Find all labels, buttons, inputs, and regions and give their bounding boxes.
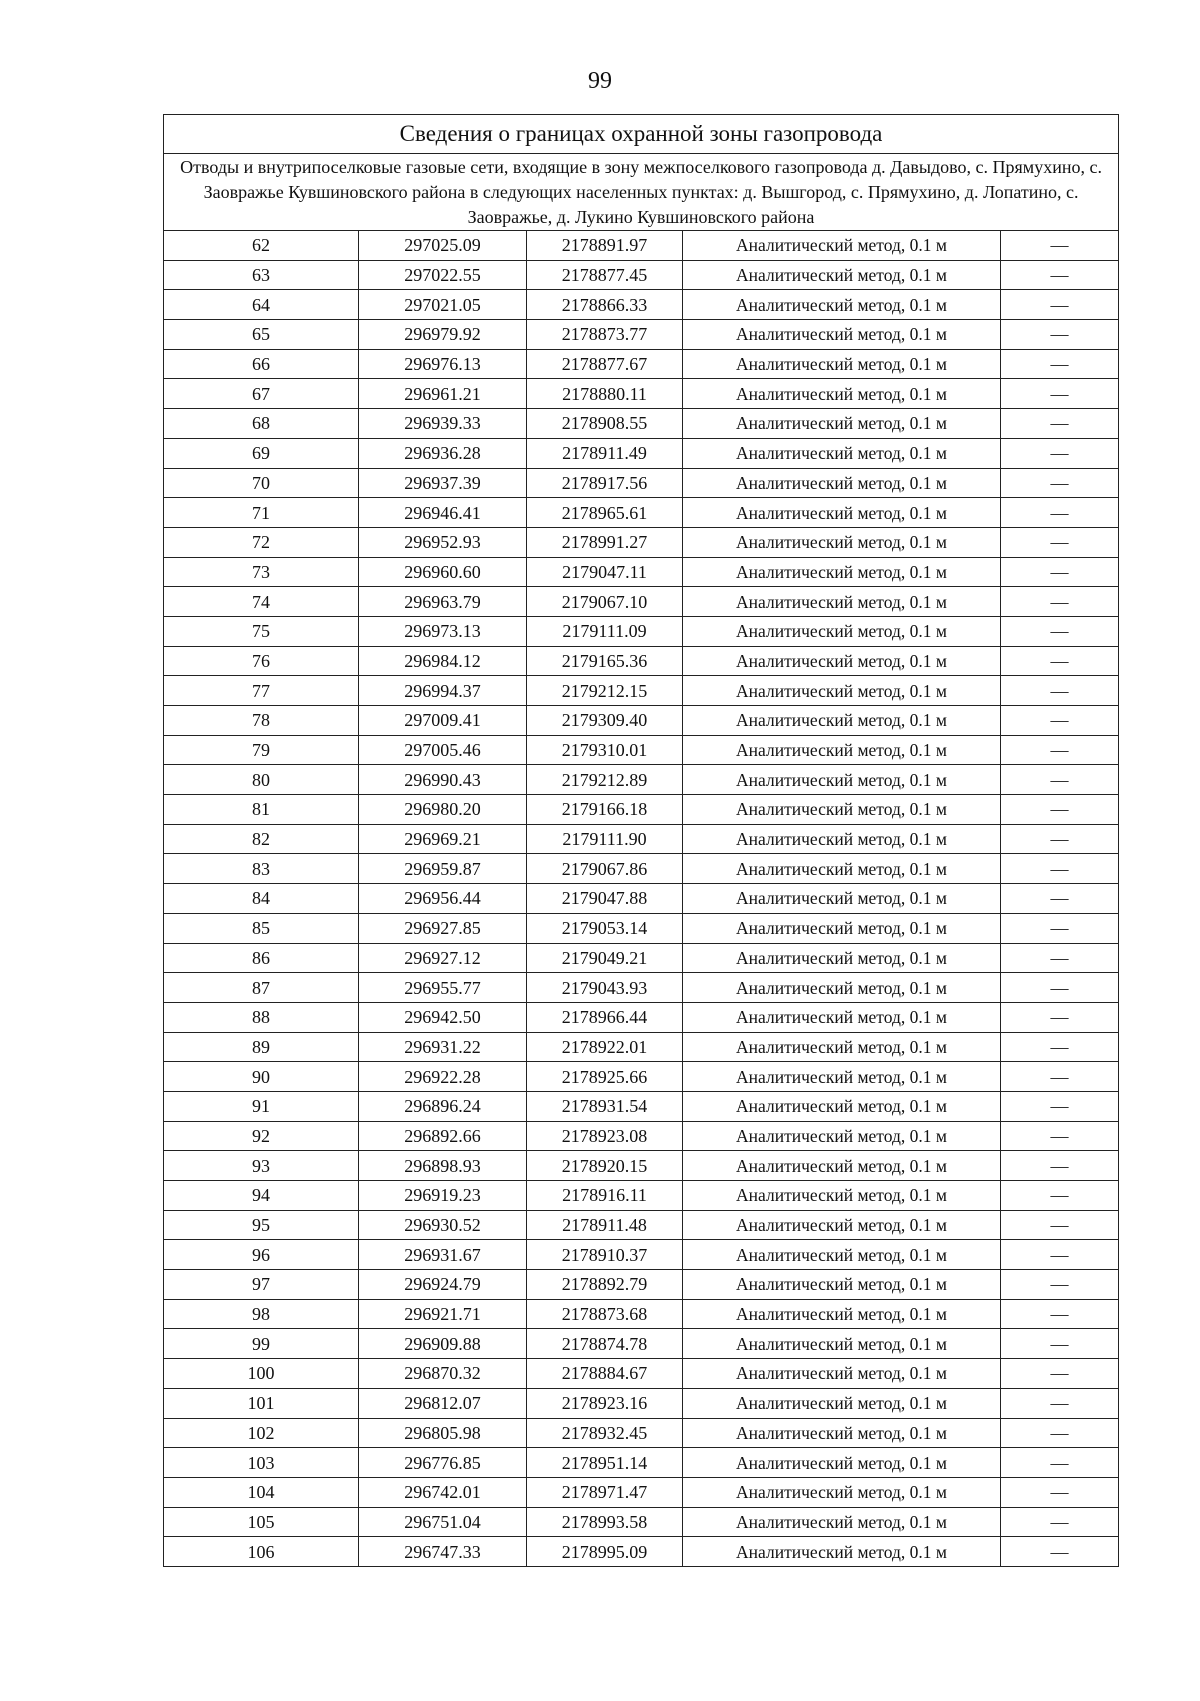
table-title-row — [164, 115, 1119, 154]
note-cell: — — [1001, 1091, 1119, 1121]
y-coordinate-cell: 2178892.79 — [527, 1270, 683, 1300]
point-number-cell: 74 — [164, 587, 359, 617]
y-coordinate-cell: 2179047.11 — [527, 557, 683, 587]
x-coordinate-cell: 296751.04 — [359, 1507, 527, 1537]
y-coordinate-cell: 2178991.27 — [527, 527, 683, 557]
note-cell: — — [1001, 735, 1119, 765]
note-cell: — — [1001, 616, 1119, 646]
note-cell: — — [1001, 676, 1119, 706]
note-cell: — — [1001, 1151, 1119, 1181]
x-coordinate-cell: 296961.21 — [359, 379, 527, 409]
point-number-cell: 83 — [164, 854, 359, 884]
y-coordinate-cell: 2179067.10 — [527, 587, 683, 617]
note-cell: — — [1001, 1418, 1119, 1448]
method-cell: Аналитический метод, 0.1 м — [683, 349, 1001, 379]
method-cell: Аналитический метод, 0.1 м — [683, 1537, 1001, 1567]
x-coordinate-cell: 297009.41 — [359, 706, 527, 736]
method-cell: Аналитический метод, 0.1 м — [683, 646, 1001, 676]
point-number-cell: 104 — [164, 1477, 359, 1507]
table-title: Сведения о границах охранной зоны газопровода — [164, 115, 1119, 154]
table-row — [164, 498, 1119, 528]
x-coordinate-cell: 296956.44 — [359, 884, 527, 914]
y-coordinate-cell: 2178916.11 — [527, 1181, 683, 1211]
table-row — [164, 676, 1119, 706]
method-cell: Аналитический метод, 0.1 м — [683, 735, 1001, 765]
y-coordinate-cell: 2179212.15 — [527, 676, 683, 706]
method-cell: Аналитический метод, 0.1 м — [683, 706, 1001, 736]
table-row — [164, 379, 1119, 409]
note-cell: — — [1001, 943, 1119, 973]
note-cell: — — [1001, 1359, 1119, 1389]
x-coordinate-cell: 296922.28 — [359, 1062, 527, 1092]
method-cell: Аналитический метод, 0.1 м — [683, 1359, 1001, 1389]
method-cell: Аналитический метод, 0.1 м — [683, 1329, 1001, 1359]
x-coordinate-cell: 296959.87 — [359, 854, 527, 884]
x-coordinate-cell: 296960.60 — [359, 557, 527, 587]
point-number-cell: 66 — [164, 349, 359, 379]
x-coordinate-cell: 296742.01 — [359, 1477, 527, 1507]
note-cell: — — [1001, 260, 1119, 290]
x-coordinate-cell: 296942.50 — [359, 1002, 527, 1032]
note-cell: — — [1001, 438, 1119, 468]
method-cell: Аналитический метод, 0.1 м — [683, 854, 1001, 884]
table-row — [164, 1181, 1119, 1211]
note-cell: — — [1001, 765, 1119, 795]
table-row — [164, 260, 1119, 290]
note-cell: — — [1001, 349, 1119, 379]
y-coordinate-cell: 2178923.16 — [527, 1388, 683, 1418]
y-coordinate-cell: 2178877.45 — [527, 260, 683, 290]
point-number-cell: 77 — [164, 676, 359, 706]
method-cell: Аналитический метод, 0.1 м — [683, 884, 1001, 914]
method-cell: Аналитический метод, 0.1 м — [683, 527, 1001, 557]
point-number-cell: 91 — [164, 1091, 359, 1121]
table-row — [164, 1151, 1119, 1181]
y-coordinate-cell: 2178925.66 — [527, 1062, 683, 1092]
note-cell: — — [1001, 409, 1119, 439]
note-cell: — — [1001, 854, 1119, 884]
x-coordinate-cell: 296939.33 — [359, 409, 527, 439]
method-cell: Аналитический метод, 0.1 м — [683, 824, 1001, 854]
x-coordinate-cell: 297005.46 — [359, 735, 527, 765]
table-row — [164, 557, 1119, 587]
table-row — [164, 616, 1119, 646]
point-number-cell: 87 — [164, 973, 359, 1003]
method-cell: Аналитический метод, 0.1 м — [683, 379, 1001, 409]
method-cell: Аналитический метод, 0.1 м — [683, 1270, 1001, 1300]
point-number-cell: 102 — [164, 1418, 359, 1448]
y-coordinate-cell: 2178873.77 — [527, 320, 683, 350]
table-body — [164, 115, 1119, 1567]
point-number-cell: 96 — [164, 1240, 359, 1270]
note-cell: — — [1001, 913, 1119, 943]
method-cell: Аналитический метод, 0.1 м — [683, 1477, 1001, 1507]
y-coordinate-cell: 2179111.09 — [527, 616, 683, 646]
method-cell: Аналитический метод, 0.1 м — [683, 1240, 1001, 1270]
note-cell: — — [1001, 498, 1119, 528]
point-number-cell: 81 — [164, 795, 359, 825]
y-coordinate-cell: 2178911.49 — [527, 438, 683, 468]
y-coordinate-cell: 2178931.54 — [527, 1091, 683, 1121]
x-coordinate-cell: 296930.52 — [359, 1210, 527, 1240]
table-row — [164, 290, 1119, 320]
x-coordinate-cell: 296952.93 — [359, 527, 527, 557]
note-cell: — — [1001, 1121, 1119, 1151]
table-row — [164, 1062, 1119, 1092]
point-number-cell: 71 — [164, 498, 359, 528]
point-number-cell: 106 — [164, 1537, 359, 1567]
y-coordinate-cell: 2178908.55 — [527, 409, 683, 439]
x-coordinate-cell: 296931.22 — [359, 1032, 527, 1062]
point-number-cell: 68 — [164, 409, 359, 439]
point-number-cell: 79 — [164, 735, 359, 765]
x-coordinate-cell: 296924.79 — [359, 1270, 527, 1300]
y-coordinate-cell: 2178922.01 — [527, 1032, 683, 1062]
x-coordinate-cell: 297025.09 — [359, 231, 527, 261]
note-cell: — — [1001, 1240, 1119, 1270]
table-subtitle: Отводы и внутрипоселковые газовые сети, входящие в зону межпоселкового газопровода д. Давыдово, с. Прямухино, с. Заовражье Кувшиновского района в следующих населенных пунктах: д. Вышгород, с. Прямухино, д. Лопатино, с. Заовражье, д. Лукино Кувшиновского района — [164, 154, 1119, 231]
point-number-cell: 93 — [164, 1151, 359, 1181]
method-cell: Аналитический метод, 0.1 м — [683, 1210, 1001, 1240]
note-cell: — — [1001, 1507, 1119, 1537]
y-coordinate-cell: 2179111.90 — [527, 824, 683, 854]
table-row — [164, 1507, 1119, 1537]
x-coordinate-cell: 296805.98 — [359, 1418, 527, 1448]
point-number-cell: 67 — [164, 379, 359, 409]
point-number-cell: 92 — [164, 1121, 359, 1151]
y-coordinate-cell: 2178880.11 — [527, 379, 683, 409]
note-cell: — — [1001, 1062, 1119, 1092]
note-cell: — — [1001, 1032, 1119, 1062]
y-coordinate-cell: 2178971.47 — [527, 1477, 683, 1507]
y-coordinate-cell: 2178923.08 — [527, 1121, 683, 1151]
method-cell: Аналитический метод, 0.1 м — [683, 1151, 1001, 1181]
x-coordinate-cell: 296990.43 — [359, 765, 527, 795]
method-cell: Аналитический метод, 0.1 м — [683, 1448, 1001, 1478]
point-number-cell: 86 — [164, 943, 359, 973]
x-coordinate-cell: 296980.20 — [359, 795, 527, 825]
point-number-cell: 95 — [164, 1210, 359, 1240]
table-row — [164, 884, 1119, 914]
note-cell: — — [1001, 973, 1119, 1003]
x-coordinate-cell: 296812.07 — [359, 1388, 527, 1418]
method-cell: Аналитический метод, 0.1 м — [683, 1507, 1001, 1537]
y-coordinate-cell: 2178866.33 — [527, 290, 683, 320]
y-coordinate-cell: 2178874.78 — [527, 1329, 683, 1359]
x-coordinate-cell: 296892.66 — [359, 1121, 527, 1151]
note-cell: — — [1001, 646, 1119, 676]
point-number-cell: 82 — [164, 824, 359, 854]
y-coordinate-cell: 2178993.58 — [527, 1507, 683, 1537]
note-cell: — — [1001, 320, 1119, 350]
x-coordinate-cell: 296896.24 — [359, 1091, 527, 1121]
x-coordinate-cell: 297022.55 — [359, 260, 527, 290]
y-coordinate-cell: 2178884.67 — [527, 1359, 683, 1389]
y-coordinate-cell: 2179212.89 — [527, 765, 683, 795]
table-subtitle-row — [164, 154, 1119, 231]
point-number-cell: 65 — [164, 320, 359, 350]
point-number-cell: 99 — [164, 1329, 359, 1359]
y-coordinate-cell: 2179166.18 — [527, 795, 683, 825]
x-coordinate-cell: 296973.13 — [359, 616, 527, 646]
note-cell: — — [1001, 1388, 1119, 1418]
y-coordinate-cell: 2178966.44 — [527, 1002, 683, 1032]
method-cell: Аналитический метод, 0.1 м — [683, 1032, 1001, 1062]
method-cell: Аналитический метод, 0.1 м — [683, 943, 1001, 973]
note-cell: — — [1001, 1181, 1119, 1211]
y-coordinate-cell: 2178917.56 — [527, 468, 683, 498]
method-cell: Аналитический метод, 0.1 м — [683, 260, 1001, 290]
note-cell: — — [1001, 1270, 1119, 1300]
y-coordinate-cell: 2179310.01 — [527, 735, 683, 765]
point-number-cell: 80 — [164, 765, 359, 795]
x-coordinate-cell: 296909.88 — [359, 1329, 527, 1359]
y-coordinate-cell: 2178873.68 — [527, 1299, 683, 1329]
table-row — [164, 1091, 1119, 1121]
note-cell: — — [1001, 884, 1119, 914]
point-number-cell: 100 — [164, 1359, 359, 1389]
x-coordinate-cell: 296927.12 — [359, 943, 527, 973]
x-coordinate-cell: 296776.85 — [359, 1448, 527, 1478]
x-coordinate-cell: 296927.85 — [359, 913, 527, 943]
x-coordinate-cell: 296921.71 — [359, 1299, 527, 1329]
note-cell: — — [1001, 290, 1119, 320]
x-coordinate-cell: 296994.37 — [359, 676, 527, 706]
note-cell: — — [1001, 1329, 1119, 1359]
method-cell: Аналитический метод, 0.1 м — [683, 1418, 1001, 1448]
table-row — [164, 795, 1119, 825]
y-coordinate-cell: 2179043.93 — [527, 973, 683, 1003]
table-row — [164, 1032, 1119, 1062]
method-cell: Аналитический метод, 0.1 м — [683, 1388, 1001, 1418]
y-coordinate-cell: 2178920.15 — [527, 1151, 683, 1181]
note-cell: — — [1001, 231, 1119, 261]
method-cell: Аналитический метод, 0.1 м — [683, 1299, 1001, 1329]
note-cell: — — [1001, 1448, 1119, 1478]
y-coordinate-cell: 2178951.14 — [527, 1448, 683, 1478]
point-number-cell: 105 — [164, 1507, 359, 1537]
table-row — [164, 1121, 1119, 1151]
table-row — [164, 1210, 1119, 1240]
table-row — [164, 349, 1119, 379]
point-number-cell: 63 — [164, 260, 359, 290]
table-row — [164, 1388, 1119, 1418]
y-coordinate-cell: 2179053.14 — [527, 913, 683, 943]
note-cell: — — [1001, 1299, 1119, 1329]
x-coordinate-cell: 296946.41 — [359, 498, 527, 528]
method-cell: Аналитический метод, 0.1 м — [683, 498, 1001, 528]
note-cell: — — [1001, 468, 1119, 498]
method-cell: Аналитический метод, 0.1 м — [683, 616, 1001, 646]
y-coordinate-cell: 2178995.09 — [527, 1537, 683, 1567]
note-cell: — — [1001, 1002, 1119, 1032]
point-number-cell: 75 — [164, 616, 359, 646]
x-coordinate-cell: 297021.05 — [359, 290, 527, 320]
table-row — [164, 1329, 1119, 1359]
table-row — [164, 1359, 1119, 1389]
table-row — [164, 973, 1119, 1003]
table-row — [164, 1270, 1119, 1300]
method-cell: Аналитический метод, 0.1 м — [683, 765, 1001, 795]
method-cell: Аналитический метод, 0.1 м — [683, 1181, 1001, 1211]
point-number-cell: 89 — [164, 1032, 359, 1062]
note-cell: — — [1001, 1477, 1119, 1507]
table-row — [164, 438, 1119, 468]
y-coordinate-cell: 2178877.67 — [527, 349, 683, 379]
method-cell: Аналитический метод, 0.1 м — [683, 1062, 1001, 1092]
method-cell: Аналитический метод, 0.1 м — [683, 557, 1001, 587]
table-row — [164, 409, 1119, 439]
note-cell: — — [1001, 587, 1119, 617]
y-coordinate-cell: 2179049.21 — [527, 943, 683, 973]
note-cell: — — [1001, 379, 1119, 409]
x-coordinate-cell: 296898.93 — [359, 1151, 527, 1181]
x-coordinate-cell: 296747.33 — [359, 1537, 527, 1567]
table-row — [164, 735, 1119, 765]
point-number-cell: 94 — [164, 1181, 359, 1211]
table-row — [164, 1240, 1119, 1270]
table-row — [164, 824, 1119, 854]
table-row — [164, 1002, 1119, 1032]
table-row — [164, 1299, 1119, 1329]
method-cell: Аналитический метод, 0.1 м — [683, 973, 1001, 1003]
table-row — [164, 320, 1119, 350]
table-row — [164, 468, 1119, 498]
method-cell: Аналитический метод, 0.1 м — [683, 1002, 1001, 1032]
method-cell: Аналитический метод, 0.1 м — [683, 290, 1001, 320]
method-cell: Аналитический метод, 0.1 м — [683, 587, 1001, 617]
table-row — [164, 587, 1119, 617]
point-number-cell: 101 — [164, 1388, 359, 1418]
y-coordinate-cell: 2179309.40 — [527, 706, 683, 736]
x-coordinate-cell: 296976.13 — [359, 349, 527, 379]
x-coordinate-cell: 296936.28 — [359, 438, 527, 468]
x-coordinate-cell: 296963.79 — [359, 587, 527, 617]
point-number-cell: 62 — [164, 231, 359, 261]
table-row — [164, 527, 1119, 557]
y-coordinate-cell: 2178965.61 — [527, 498, 683, 528]
point-number-cell: 76 — [164, 646, 359, 676]
note-cell: — — [1001, 795, 1119, 825]
method-cell: Аналитический метод, 0.1 м — [683, 468, 1001, 498]
point-number-cell: 70 — [164, 468, 359, 498]
table-row — [164, 706, 1119, 736]
table-row — [164, 943, 1119, 973]
note-cell: — — [1001, 1537, 1119, 1567]
table-row — [164, 1537, 1119, 1567]
y-coordinate-cell: 2178932.45 — [527, 1418, 683, 1448]
y-coordinate-cell: 2178910.37 — [527, 1240, 683, 1270]
note-cell: — — [1001, 557, 1119, 587]
table-row — [164, 765, 1119, 795]
table-row — [164, 1418, 1119, 1448]
table-row — [164, 1477, 1119, 1507]
method-cell: Аналитический метод, 0.1 м — [683, 795, 1001, 825]
x-coordinate-cell: 296931.67 — [359, 1240, 527, 1270]
note-cell: — — [1001, 527, 1119, 557]
method-cell: Аналитический метод, 0.1 м — [683, 320, 1001, 350]
point-number-cell: 78 — [164, 706, 359, 736]
note-cell: — — [1001, 706, 1119, 736]
x-coordinate-cell: 296969.21 — [359, 824, 527, 854]
point-number-cell: 69 — [164, 438, 359, 468]
y-coordinate-cell: 2179067.86 — [527, 854, 683, 884]
method-cell: Аналитический метод, 0.1 м — [683, 438, 1001, 468]
table-row — [164, 646, 1119, 676]
boundary-table — [163, 114, 1119, 1567]
page-number: 99 — [588, 68, 612, 94]
method-cell: Аналитический метод, 0.1 м — [683, 1121, 1001, 1151]
point-number-cell: 97 — [164, 1270, 359, 1300]
point-number-cell: 85 — [164, 913, 359, 943]
table-row — [164, 913, 1119, 943]
point-number-cell: 73 — [164, 557, 359, 587]
table-row — [164, 854, 1119, 884]
method-cell: Аналитический метод, 0.1 м — [683, 409, 1001, 439]
table-row — [164, 231, 1119, 261]
point-number-cell: 103 — [164, 1448, 359, 1478]
point-number-cell: 88 — [164, 1002, 359, 1032]
point-number-cell: 90 — [164, 1062, 359, 1092]
x-coordinate-cell: 296937.39 — [359, 468, 527, 498]
point-number-cell: 84 — [164, 884, 359, 914]
x-coordinate-cell: 296955.77 — [359, 973, 527, 1003]
y-coordinate-cell: 2179047.88 — [527, 884, 683, 914]
method-cell: Аналитический метод, 0.1 м — [683, 1091, 1001, 1121]
table-row — [164, 1448, 1119, 1478]
point-number-cell: 72 — [164, 527, 359, 557]
x-coordinate-cell: 296919.23 — [359, 1181, 527, 1211]
point-number-cell: 64 — [164, 290, 359, 320]
note-cell: — — [1001, 1210, 1119, 1240]
y-coordinate-cell: 2179165.36 — [527, 646, 683, 676]
point-number-cell: 98 — [164, 1299, 359, 1329]
y-coordinate-cell: 2178891.97 — [527, 231, 683, 261]
note-cell: — — [1001, 824, 1119, 854]
x-coordinate-cell: 296979.92 — [359, 320, 527, 350]
x-coordinate-cell: 296870.32 — [359, 1359, 527, 1389]
method-cell: Аналитический метод, 0.1 м — [683, 913, 1001, 943]
y-coordinate-cell: 2178911.48 — [527, 1210, 683, 1240]
method-cell: Аналитический метод, 0.1 м — [683, 676, 1001, 706]
method-cell: Аналитический метод, 0.1 м — [683, 231, 1001, 261]
x-coordinate-cell: 296984.12 — [359, 646, 527, 676]
